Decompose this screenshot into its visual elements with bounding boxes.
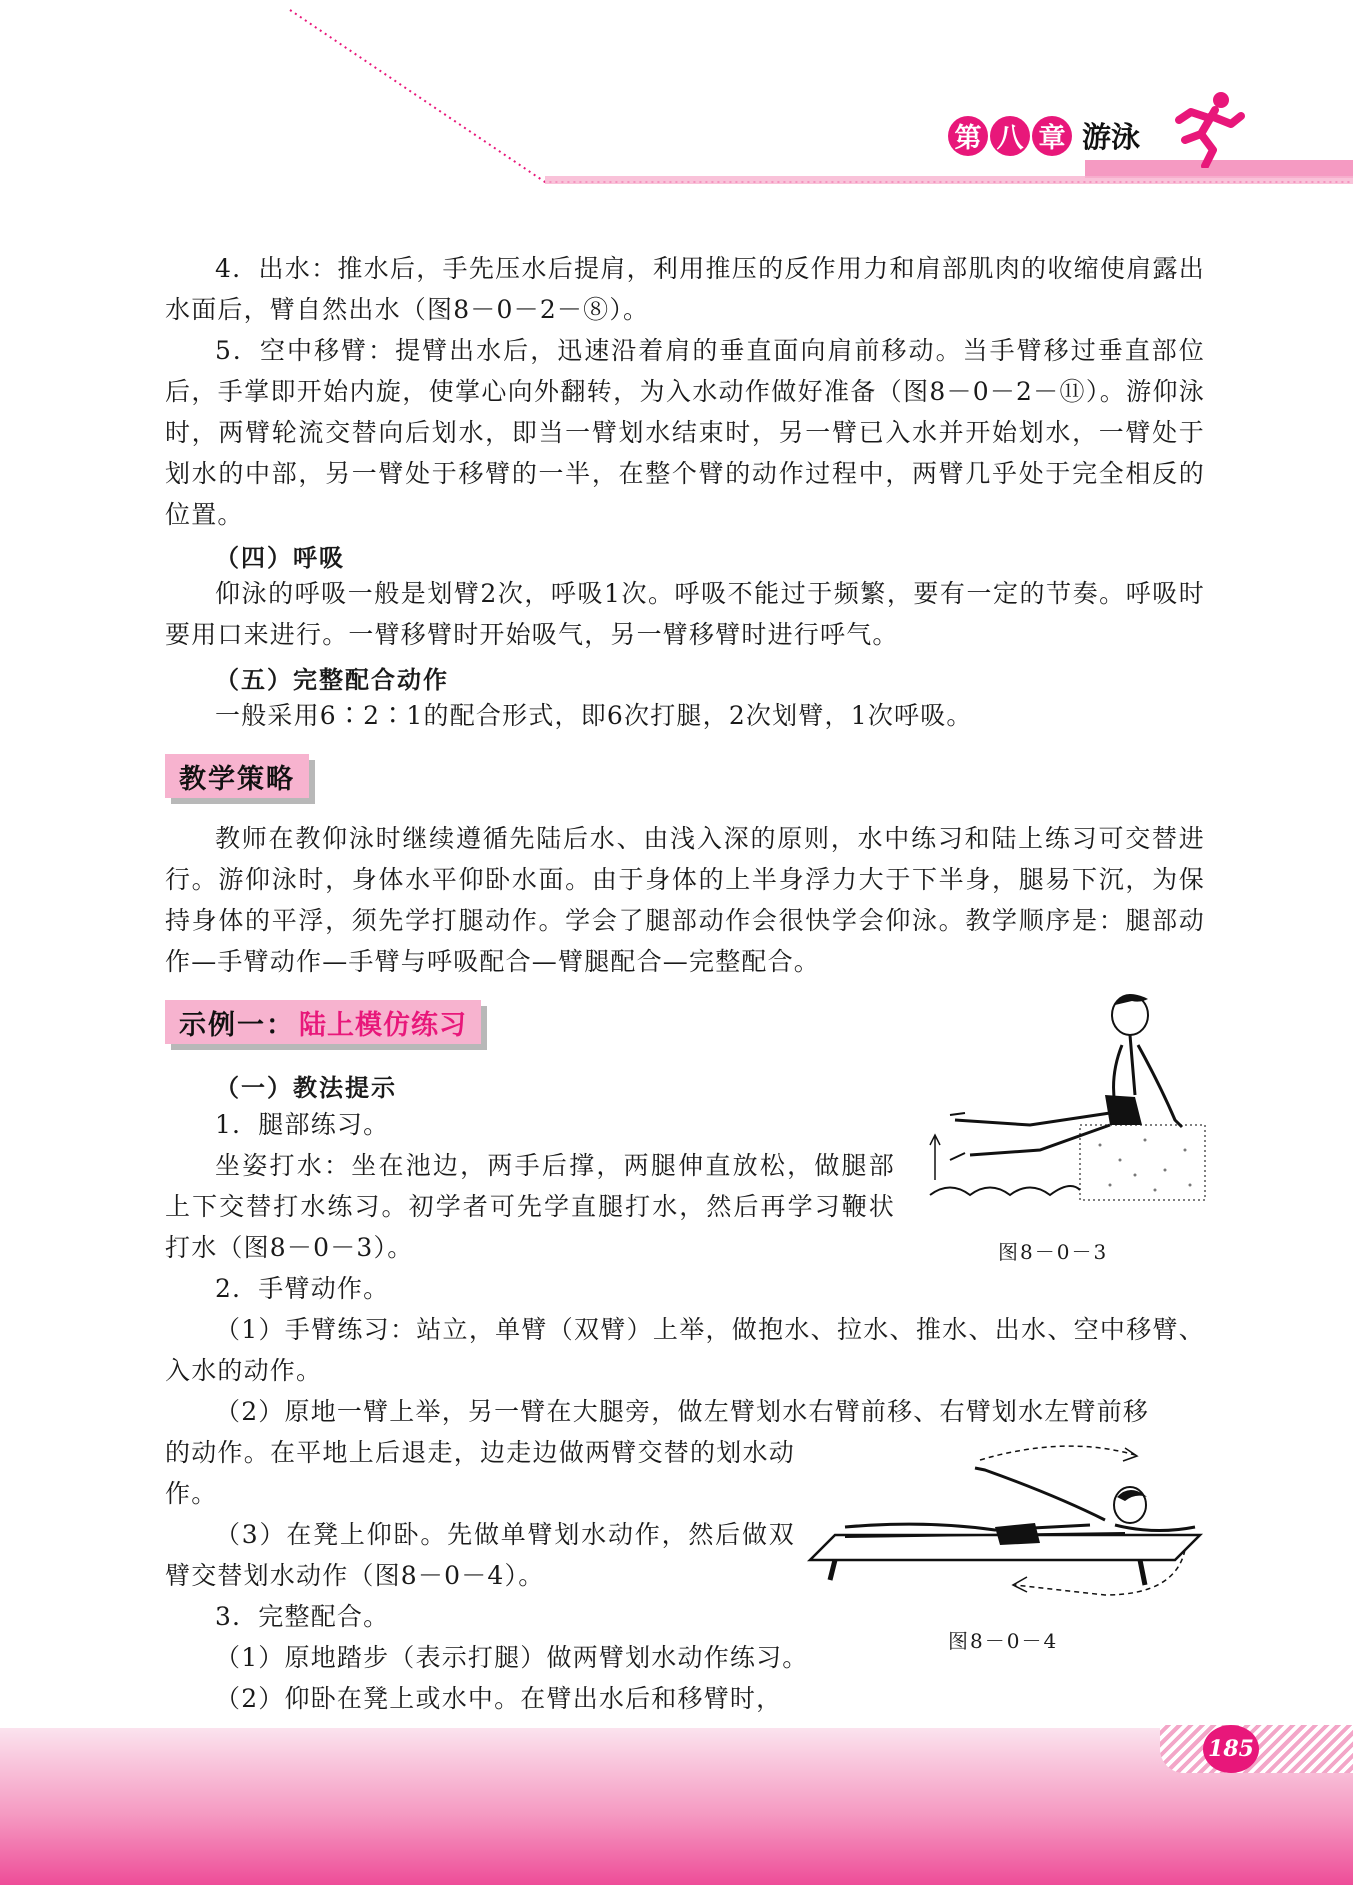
paragraph-strategy: 教师在教仰泳时继续遵循先陆后水、由浅入深的原则，水中练习和陆上练习可交替进行。游仰泳时，身体水平仰卧水面。由于身体的上半身浮力大于下半身，腿易下沉，为保持身体的平浮，须先学打腿动作。学会了腿部动作会很快学会仰泳。教学顺序是：腿部动作—手臂动作—手臂与呼吸配合—臂腿配合—完整配合。 [165, 824, 1205, 976]
chapter-title: 游泳 [1082, 120, 1141, 154]
paragraph-recovery: 5．空中移臂：提臂出水后，迅速沿着肩的垂直面向肩前移动。当手臂移过垂直部位后，手掌即开始内旋，使掌心向外翻转，为入水动作做好准备（图8－0－2－⑪）。游仰泳时，两臂轮流交替向后划水，即当一臂划水结束时，另一臂已入水并开始划水，一臂处于划水的中部，另一臂处于移臂的一半，在整个臂的动作过程中，两臂几乎处于完全相反的位置。 [165, 336, 1205, 529]
item-full-1: （1）原地踏步（表示打腿）做两臂划水动作练习。 [215, 1643, 809, 1672]
paragraph-arm-2a: （2）原地一臂上举，另一臂在大腿旁，做左臂划水右臂前移、右臂划水左臂前移 [215, 1397, 1150, 1426]
example-title: 陆上模仿练习 [295, 1000, 481, 1044]
figure-bench-stroke [805, 1435, 1215, 1610]
footer-band [0, 1728, 1353, 1885]
chapter-badge: 第 [948, 116, 988, 156]
item-full-coordination: 3．完整配合。 [215, 1602, 390, 1631]
section-label-text: 教学策略 [165, 754, 309, 798]
item-leg-practice: 1．腿部练习。 [215, 1110, 390, 1139]
paragraph-exit: 4．出水：推水后，手先压水后提肩，利用推压的反作用力和肩部肌肉的收缩使肩露出水面后，臂自然出水（图8－0－2－⑧）。 [165, 254, 1205, 324]
paragraph-leg-kick: 坐姿打水：坐在池边，两手后撑，两腿伸直放松，做腿部上下交替打水练习。初学者可先学直腿打水，然后再学习鞭状打水（图8－0－3）。 [165, 1151, 895, 1262]
chapter-badge: 章 [1032, 116, 1072, 156]
figure-caption-4: 图8－0－4 [948, 1629, 1059, 1653]
paragraph-arm-1: （1）手臂练习：站立，单臂（双臂）上举，做抱水、拉水、推水、出水、空中移臂、入水的动作。 [165, 1315, 1205, 1385]
item-full-2: （2）仰卧在凳上或水中。在臂出水后和移臂时， [215, 1684, 783, 1713]
figure-caption-3: 图8－0－3 [998, 1240, 1109, 1264]
chapter-badge: 八 [990, 116, 1030, 156]
paragraph-breathing: 仰泳的呼吸一般是划臂2次，呼吸1次。呼吸不能过于频繁，要有一定的节奏。呼吸时要用口来进行。一臂移臂时开始吸气，另一臂移臂时进行呼气。 [165, 579, 1205, 649]
section-label-strategy [165, 754, 309, 798]
paragraph-coordination: 一般采用6∶2∶1的配合形式，即6次打腿，2次划臂，1次呼吸。 [215, 701, 973, 730]
page-number: 185 [1203, 1725, 1259, 1773]
chapter-badges [948, 116, 1072, 156]
subheading-coordination: （五）完整配合动作 [215, 666, 449, 694]
example-number: 示例一： [165, 1000, 295, 1044]
header-dotted-frame [0, 0, 1353, 200]
item-arm-movement: 2．手臂动作。 [215, 1274, 390, 1303]
subheading-breathing: （四）呼吸 [215, 544, 345, 572]
figure-seated-kick [910, 985, 1210, 1205]
section-label-example [165, 1000, 481, 1044]
paragraph-arm-2b: 的动作。在平地上后退走，边走边做两臂交替的划水动作。 [165, 1438, 795, 1508]
runner-icon [1165, 90, 1247, 168]
chapter-header [948, 115, 1140, 156]
subheading-tips: （一）教法提示 [215, 1074, 397, 1102]
paragraph-arm-3: （3）在凳上仰卧。先做单臂划水动作，然后做双臂交替划水动作（图8－0－4）。 [165, 1520, 795, 1590]
